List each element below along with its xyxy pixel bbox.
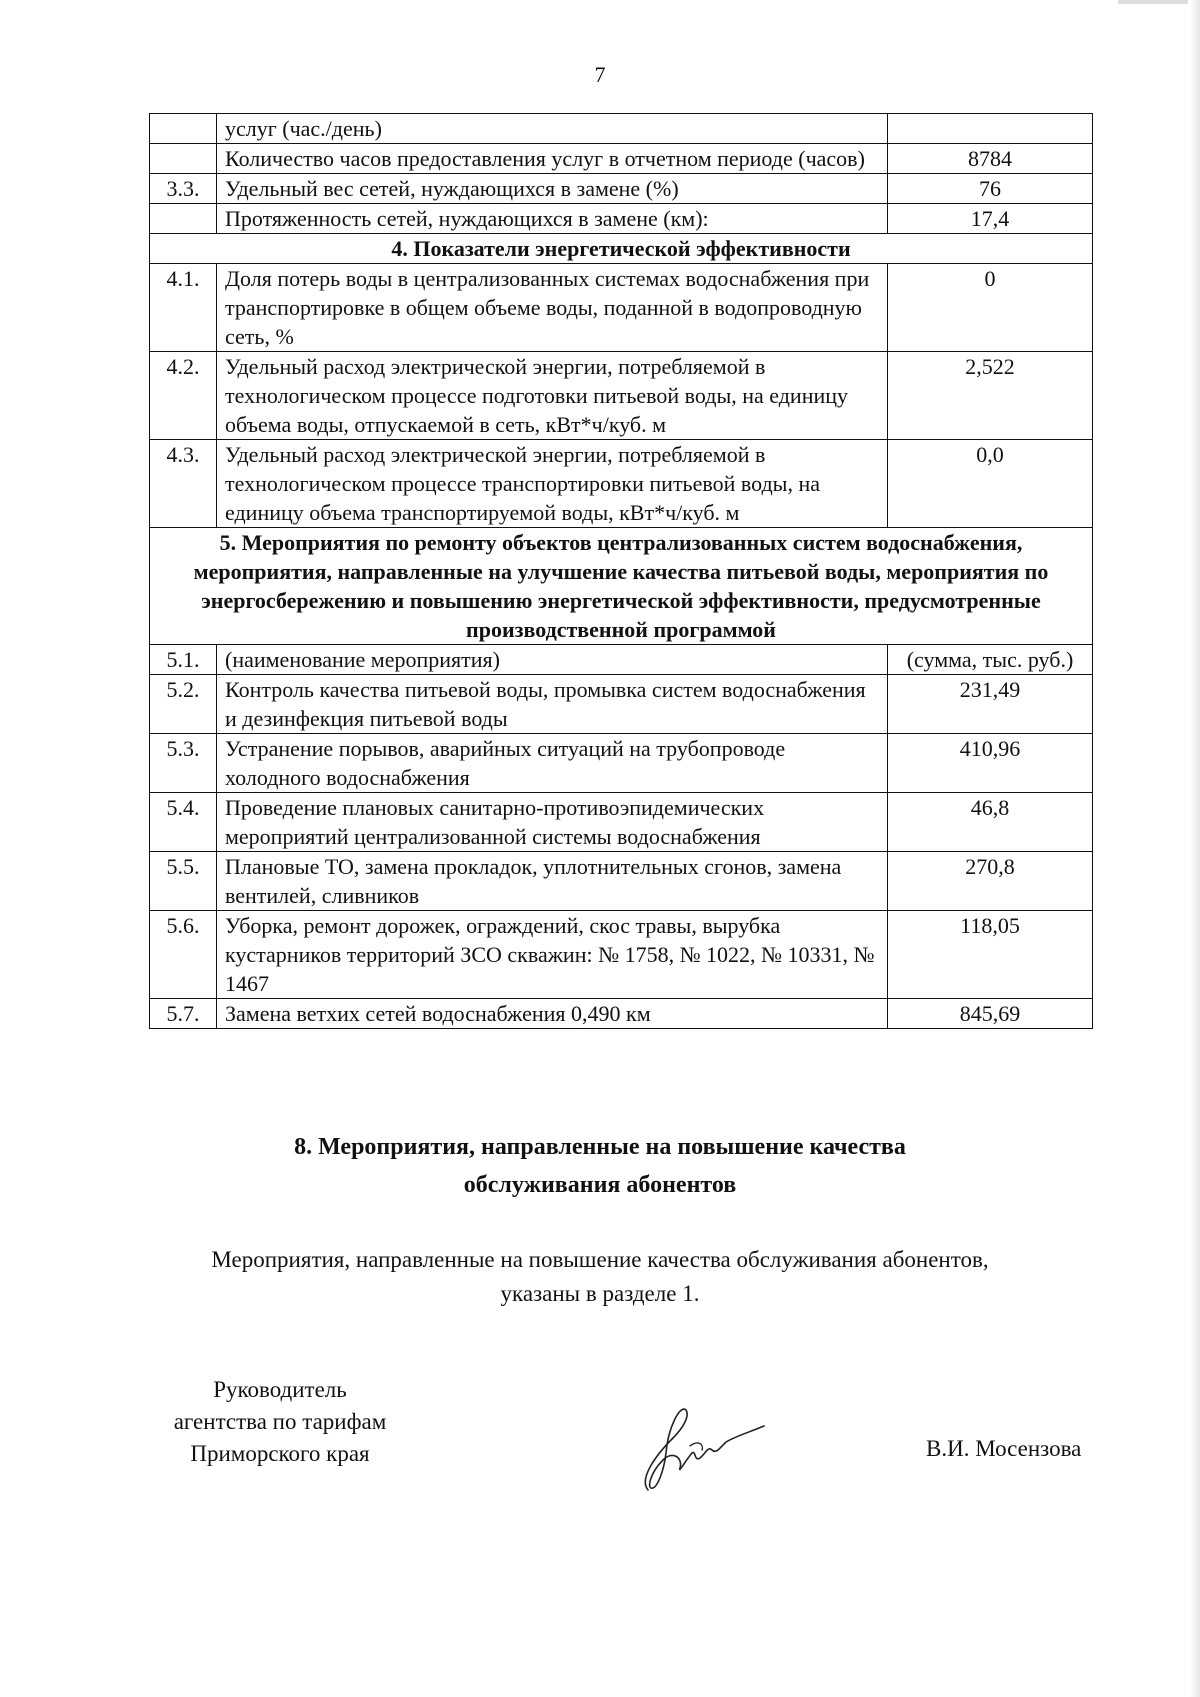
row-number: 5.3. <box>150 734 217 793</box>
row-label: Удельный расход электрической энергии, потребляемой в технологическом процессе подготовки питьевой воды, на единицу объема воды, отпускаемой в сеть, кВт*ч/куб. м <box>217 352 888 440</box>
row-number: 5.4. <box>150 793 217 852</box>
section-header: 4. Показатели энергетической эффективности <box>150 234 1093 264</box>
table-row <box>150 734 1093 793</box>
table-row <box>150 999 1093 1029</box>
row-value: (сумма, тыс. руб.) <box>888 645 1093 675</box>
row-number: 5.7. <box>150 999 217 1029</box>
row-label: Уборка, ремонт дорожек, ограждений, скос травы, вырубка кустарников территорий ЗСО скважин: № 1758, № 1022, № 10331, № 1467 <box>217 911 888 999</box>
row-label: Протяженность сетей, нуждающихся в замене (км): <box>217 204 888 234</box>
row-value: 2,522 <box>888 352 1093 440</box>
table-row <box>150 204 1093 234</box>
section-8-heading-line1: 8. Мероприятия, направленные на повышение качества <box>294 1134 906 1160</box>
signatory-title <box>140 1374 420 1470</box>
section-8-heading-line2: обслуживания абонентов <box>463 1172 737 1198</box>
scan-edge <box>1190 0 1200 1697</box>
table-row <box>150 114 1093 144</box>
row-number: 5.6. <box>150 911 217 999</box>
table-row <box>150 852 1093 911</box>
row-number: 5.2. <box>150 675 217 734</box>
signatory-title-line1: Руководитель <box>213 1377 347 1402</box>
table-row <box>150 174 1093 204</box>
section-8-text-line2: указаны в разделе 1. <box>500 1281 700 1306</box>
signatory-title-line2: агентства по тарифам <box>173 1409 387 1434</box>
row-number <box>150 114 217 144</box>
row-number: 4.2. <box>150 352 217 440</box>
row-value <box>888 114 1093 144</box>
section-header-row <box>150 234 1093 264</box>
table-body <box>150 114 1093 1029</box>
row-label: (наименование мероприятия) <box>217 645 888 675</box>
row-label: Количество часов предоставления услуг в отчетном периоде (часов) <box>217 144 888 174</box>
row-value: 231,49 <box>888 675 1093 734</box>
section-8-text-line1: Мероприятия, направленные на повышение качества обслуживания абонентов, <box>211 1247 989 1272</box>
table-row <box>150 264 1093 352</box>
row-value: 0 <box>888 264 1093 352</box>
table-row <box>150 793 1093 852</box>
row-label: Замена ветхих сетей водоснабжения 0,490 км <box>217 999 888 1029</box>
row-value: 46,8 <box>888 793 1093 852</box>
row-value: 270,8 <box>888 852 1093 911</box>
section-8-heading <box>0 1128 1200 1204</box>
section-header-row <box>150 528 1093 645</box>
row-value: 0,0 <box>888 440 1093 528</box>
table-row <box>150 675 1093 734</box>
scan-artifact <box>1118 0 1188 4</box>
row-label: Плановые ТО, замена прокладок, уплотнительных сгонов, замена вентилей, сливников <box>217 852 888 911</box>
page-number: 7 <box>594 62 606 87</box>
row-value: 8784 <box>888 144 1093 174</box>
row-label: Удельный вес сетей, нуждающихся в замене (%) <box>217 174 888 204</box>
table-row <box>150 911 1093 999</box>
row-label: Устранение порывов, аварийных ситуаций на трубопроводе холодного водоснабжения <box>217 734 888 793</box>
row-value: 410,96 <box>888 734 1093 793</box>
row-label: Проведение плановых санитарно-противоэпидемических мероприятий централизованной системы водоснабжения <box>217 793 888 852</box>
section-header: 5. Мероприятия по ремонту объектов централизованных систем водоснабжения, мероприятия, направленные на улучшение качества питьевой воды, мероприятия по энергосбережению и повышению энергетической эффективности, предусмотренные производственной программой <box>150 528 1093 645</box>
row-number <box>150 144 217 174</box>
row-number: 5.1. <box>150 645 217 675</box>
signer-name: В.И. Мосензова <box>926 1436 1082 1461</box>
indicators-table <box>149 113 1093 1029</box>
table-row <box>150 440 1093 528</box>
row-value: 17,4 <box>888 204 1093 234</box>
row-label: услуг (час./день) <box>217 114 888 144</box>
row-number: 3.3. <box>150 174 217 204</box>
table-row <box>150 645 1093 675</box>
row-number <box>150 204 217 234</box>
row-value: 118,05 <box>888 911 1093 999</box>
row-number: 5.5. <box>150 852 217 911</box>
row-number: 4.1. <box>150 264 217 352</box>
row-label: Доля потерь воды в централизованных системах водоснабжения при транспортировке в общем объеме воды, поданной в водопроводную сеть, % <box>217 264 888 352</box>
signatory-title-line3: Приморского края <box>190 1441 370 1466</box>
handwritten-signature <box>628 1398 768 1498</box>
section-8-text <box>0 1243 1200 1311</box>
row-value: 76 <box>888 174 1093 204</box>
table-row <box>150 144 1093 174</box>
row-label: Удельный расход электрической энергии, потребляемой в технологическом процессе транспортировки питьевой воды, на единицу объема транспортируемой воды, кВт*ч/куб. м <box>217 440 888 528</box>
table-row <box>150 352 1093 440</box>
row-number: 4.3. <box>150 440 217 528</box>
row-label: Контроль качества питьевой воды, промывка систем водоснабжения и дезинфекция питьевой воды <box>217 675 888 734</box>
row-value: 845,69 <box>888 999 1093 1029</box>
